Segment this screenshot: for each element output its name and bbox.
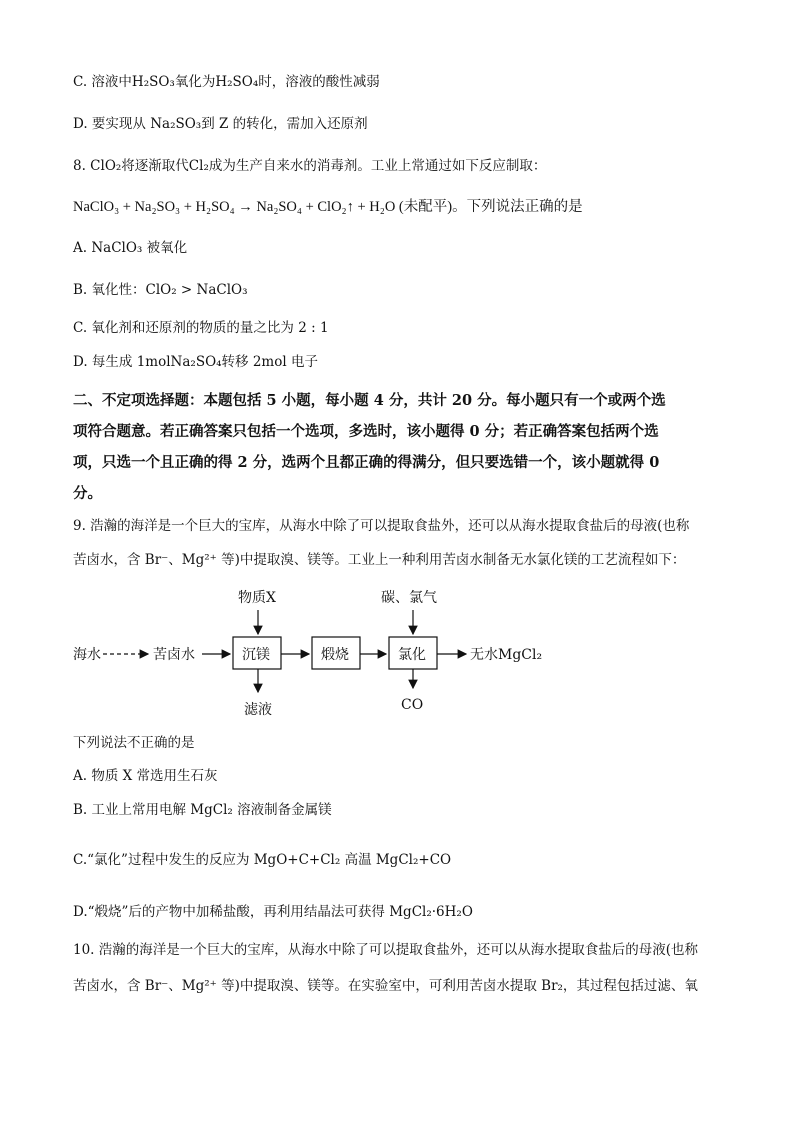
- q8-option-a: A. NaClO₃ 被氧化: [73, 240, 188, 256]
- q9-option-a: A. 物质 X 常选用生石灰: [73, 768, 218, 784]
- chlorinate-label: 氯化: [398, 647, 426, 663]
- q7-option-d: D. 要实现从 Na₂SO₃到 Z 的转化，需加入还原剂: [73, 116, 368, 132]
- section2-line-2: 项符合题意。若正确答案只包括一个选项，多选时，该小题得 0 分；若正确答案包括两个选: [73, 423, 659, 440]
- q9-question: 下列说法不正确的是: [73, 735, 195, 751]
- section2-line-4: 分。: [73, 485, 102, 502]
- q9-stem-1: 9. 浩瀚的海洋是一个巨大的宝库，从海水中除了可以提取食盐外，还可以从海水提取食盐后的母液(也称: [73, 518, 690, 534]
- q8-equation: NaClO₃ + Na₂SO₃ + H₂SO₄ → Na₂SO₄ + ClO₂↑ + H₂O (未配平)。下列说法正确的是: [73, 199, 583, 215]
- bittern-label: 苦卤水: [153, 647, 195, 663]
- process-flow-diagram: [0, 580, 794, 720]
- q9-option-c: C.“氯化”过程中发生的反应为 MgO+C+Cl₂ 高温 MgCl₂+CO: [73, 852, 452, 868]
- calcine-label: 煅烧: [321, 647, 349, 663]
- q9-stem-2: 苦卤水，含 Br⁻、Mg²⁺ 等)中提取溴、镁等。工业上一种利用苦卤水制备无水氯化镁的工艺流程如下：: [73, 552, 686, 568]
- q8-stem: 8. ClO₂将逐渐取代Cl₂成为生产自来水的消毒剂。工业上常通过如下反应制取：: [73, 158, 547, 174]
- filtrate-label: 滤液: [244, 702, 272, 718]
- carbon-chlorine-label: 碳、氯气: [381, 590, 437, 606]
- q8-option-d: D. 每生成 1molNa₂SO₄转移 2mol 电子: [73, 354, 318, 370]
- q10-stem-2: 苦卤水，含 Br⁻、Mg²⁺ 等)中提取溴、镁等。在实验室中，可利用苦卤水提取 Br₂，其过程包括过滤、氧: [73, 978, 698, 994]
- section2-line-1: 二、不定项选择题：本题包括 5 小题，每小题 4 分，共计 20 分。每小题只有一个或两个选: [73, 392, 666, 409]
- q7-option-c: C. 溶液中H₂SO₃氧化为H₂SO₄时，溶液的酸性减弱: [73, 74, 380, 90]
- q8-option-b: B. 氧化性：ClO₂ > NaClO₃: [73, 282, 248, 298]
- q9-option-d: D.“煅烧”后的产物中加稀盐酸，再利用结晶法可获得 MgCl₂·6H₂O: [73, 904, 473, 920]
- q9-option-b: B. 工业上常用电解 MgCl₂ 溶液制备金属镁: [73, 802, 332, 818]
- section2-line-3: 项，只选一个且正确的得 2 分，选两个且都正确的得满分，但只要选错一个，该小题就得 0: [73, 454, 660, 471]
- co-label: CO: [401, 697, 424, 713]
- precipitate-label: 沉镁: [242, 647, 270, 663]
- seawater-label: 海水: [73, 647, 101, 663]
- substance-x-label: 物质X: [238, 590, 276, 606]
- q10-stem-1: 10. 浩瀚的海洋是一个巨大的宝库，从海水中除了可以提取食盐外，还可以从海水提取食盐后的母液(也称: [73, 942, 699, 958]
- product-label: 无水MgCl₂: [470, 647, 543, 663]
- q8-option-c: C. 氧化剂和还原剂的物质的量之比为 2 : 1: [73, 320, 329, 336]
